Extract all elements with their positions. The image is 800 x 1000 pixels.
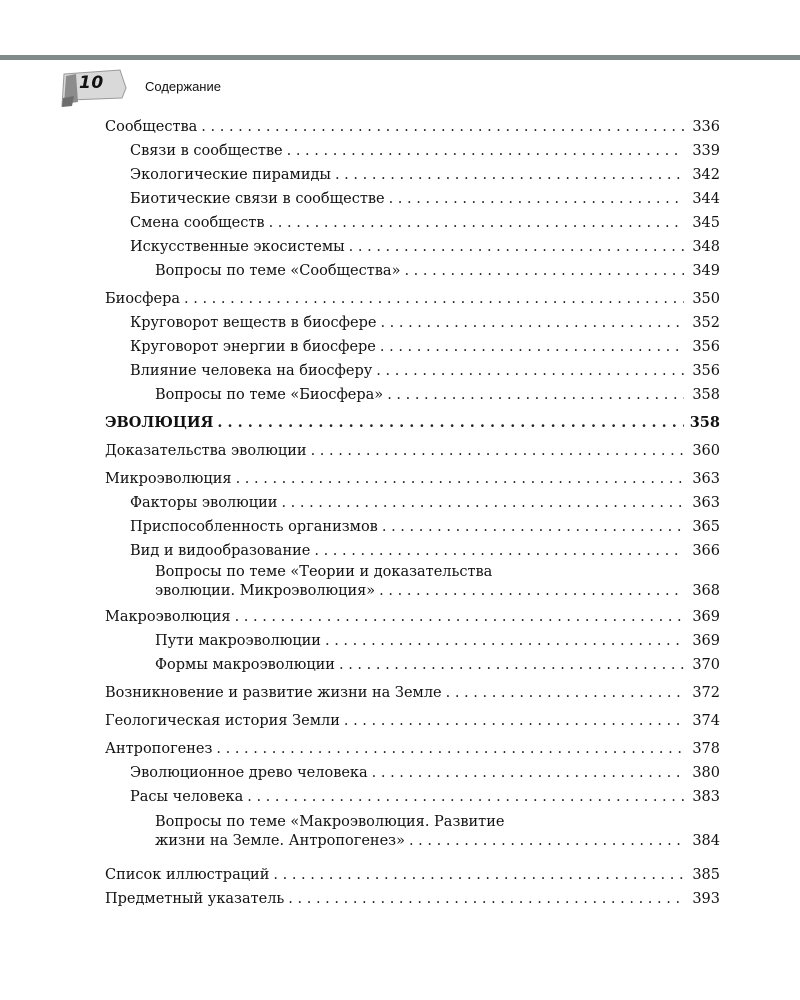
toc-entry-title: Связи в сообществе [130, 143, 283, 159]
toc-entry-page: 380 [692, 765, 720, 781]
toc-entry-title: Приспособленность организмов [130, 519, 378, 535]
leader-dots [380, 335, 684, 359]
toc-entry[interactable] [105, 411, 720, 435]
toc-entry[interactable] [105, 605, 720, 629]
toc-entry[interactable] [105, 311, 720, 335]
leader-dots [325, 629, 684, 653]
toc-entry[interactable] [105, 439, 720, 463]
toc-entry-title: Микроэволюция [105, 471, 232, 487]
toc-entry-page: 342 [692, 167, 720, 183]
toc-entry-multiline[interactable] [105, 813, 720, 851]
toc-entry-title: Доказательства эволюции [105, 443, 307, 459]
toc-entry[interactable] [105, 259, 720, 283]
toc-entry-title: Вопросы по теме «Сообщества» [155, 263, 401, 279]
toc-entry-title: ЭВОЛЮЦИЯ [105, 414, 214, 431]
leader-dots [269, 211, 684, 235]
leader-dots [389, 187, 684, 211]
toc-entry-title: Биотические связи в сообществе [130, 191, 385, 207]
toc-entry-page: 370 [692, 657, 720, 673]
toc-entry[interactable] [105, 709, 720, 733]
toc-entry-multiline[interactable] [105, 563, 720, 601]
toc-entry-page: 358 [689, 414, 720, 431]
leader-dots [311, 439, 684, 463]
leader-dots [409, 832, 684, 851]
leader-dots [387, 383, 684, 407]
toc-entry[interactable] [105, 863, 720, 887]
toc-entry-title: Вид и видообразование [130, 543, 311, 559]
toc-entry-page: 345 [692, 215, 720, 231]
toc-entry-title-line2: жизни на Земле. Антропогенез» [155, 833, 405, 849]
toc-entry[interactable] [105, 335, 720, 359]
leader-dots [376, 359, 684, 383]
toc-entry-title: Экологические пирамиды [130, 167, 331, 183]
leader-dots [344, 709, 684, 733]
toc-entry-page: 360 [692, 443, 720, 459]
toc-entry-page: 372 [692, 685, 720, 701]
toc-entry-title: Геологическая история Земли [105, 713, 340, 729]
toc-entry[interactable] [105, 491, 720, 515]
leader-dots [236, 467, 684, 491]
toc-entry-page: 344 [692, 191, 720, 207]
leader-dots [382, 515, 684, 539]
toc-entry[interactable] [105, 163, 720, 187]
toc-entry-page: 366 [692, 543, 720, 559]
leader-dots [184, 287, 684, 311]
toc-entry[interactable] [105, 235, 720, 259]
toc-entry-page: 385 [692, 867, 720, 883]
toc-entry[interactable] [105, 539, 720, 563]
toc-entry-title: Круговорот веществ в биосфере [130, 315, 377, 331]
leader-dots [281, 491, 684, 515]
leader-dots [372, 761, 684, 785]
toc-entry-page: 378 [692, 741, 720, 757]
leader-dots [217, 411, 684, 435]
leader-dots [349, 235, 684, 259]
leader-dots [339, 653, 684, 677]
toc-entry[interactable] [105, 737, 720, 761]
toc-entry-title: Влияние человека на биосферу [130, 363, 373, 379]
leader-dots [288, 887, 684, 911]
toc-entry-title: Список иллюстраций [105, 867, 270, 883]
toc-entry[interactable] [105, 785, 720, 809]
toc-entry-page: 393 [692, 891, 720, 907]
leader-dots [235, 605, 684, 629]
toc-entry-page: 369 [692, 633, 720, 649]
toc-entry-page: 358 [692, 387, 720, 403]
toc-entry[interactable] [105, 383, 720, 407]
toc-entry-page: 336 [692, 119, 720, 135]
toc-entry-page: 384 [692, 833, 720, 849]
toc-entry[interactable] [105, 287, 720, 311]
toc-entry[interactable] [105, 139, 720, 163]
toc-entry-page: 363 [692, 495, 720, 511]
toc-entry-title: Антропогенез [105, 741, 213, 757]
leader-dots [380, 311, 684, 335]
leader-dots [216, 737, 684, 761]
toc-entry-title: Расы человека [130, 789, 244, 805]
toc-entry[interactable] [105, 887, 720, 911]
toc-entry-title: Вопросы по теме «Биосфера» [155, 387, 384, 403]
toc-entry-page: 369 [692, 609, 720, 625]
toc-entry-title: Возникновение и развитие жизни на Земле [105, 685, 442, 701]
toc-entry-page: 356 [692, 363, 720, 379]
toc-entry-title-line1: Вопросы по теме «Макроэволюция. Развитие [155, 814, 505, 830]
toc-entry-title: Сообщества [105, 119, 198, 135]
leader-dots [273, 863, 684, 887]
header-rule [0, 55, 800, 60]
leader-dots [201, 115, 684, 139]
toc-entry[interactable] [105, 115, 720, 139]
leader-dots [446, 681, 684, 705]
toc-entry-title: Пути макроэволюции [155, 633, 321, 649]
leader-dots [335, 163, 684, 187]
toc-entry-title-line2: эволюции. Микроэволюция» [155, 583, 376, 599]
leader-dots [314, 539, 684, 563]
toc-entry[interactable] [105, 187, 720, 211]
toc-entry-page: 365 [692, 519, 720, 535]
toc-entry-title: Предметный указатель [105, 891, 285, 907]
leader-dots [379, 582, 684, 601]
toc-entry-page: 339 [692, 143, 720, 159]
toc-entry-title-line1: Вопросы по теме «Теории и доказательства [155, 564, 493, 580]
toc-entry-title: Искусственные экосистемы [130, 239, 345, 255]
toc-entry[interactable] [105, 629, 720, 653]
toc-entry-title: Формы макроэволюции [155, 657, 335, 673]
toc-entry-page: 349 [692, 263, 720, 279]
leader-dots [287, 139, 684, 163]
toc-entry[interactable] [105, 653, 720, 677]
toc-entry-page: 368 [692, 583, 720, 599]
toc-entry[interactable] [105, 467, 720, 491]
toc-entry-title: Биосфера [105, 291, 181, 307]
toc-entry-page: 348 [692, 239, 720, 255]
toc-entry[interactable] [105, 681, 720, 705]
toc-entry-page: 374 [692, 713, 720, 729]
toc-entry[interactable] [105, 515, 720, 539]
toc-entry-page: 383 [692, 789, 720, 805]
leader-dots [404, 259, 684, 283]
toc-entry-title: Факторы эволюции [130, 495, 278, 511]
toc-entry[interactable] [105, 359, 720, 383]
page-number: 10 [79, 73, 104, 93]
table-of-contents [105, 115, 720, 911]
toc-entry-title: Макроэволюция [105, 609, 231, 625]
toc-entry-title: Круговорот энергии в биосфере [130, 339, 376, 355]
toc-entry[interactable] [105, 761, 720, 785]
toc-entry-page: 352 [692, 315, 720, 331]
leader-dots [247, 785, 684, 809]
toc-entry-title: Эволюционное древо человека [130, 765, 368, 781]
running-header-title: Содержание [145, 79, 221, 94]
toc-entry-page: 363 [692, 471, 720, 487]
toc-entry-page: 356 [692, 339, 720, 355]
toc-entry[interactable] [105, 211, 720, 235]
toc-entry-page: 350 [692, 291, 720, 307]
toc-entry-title: Смена сообществ [130, 215, 265, 231]
